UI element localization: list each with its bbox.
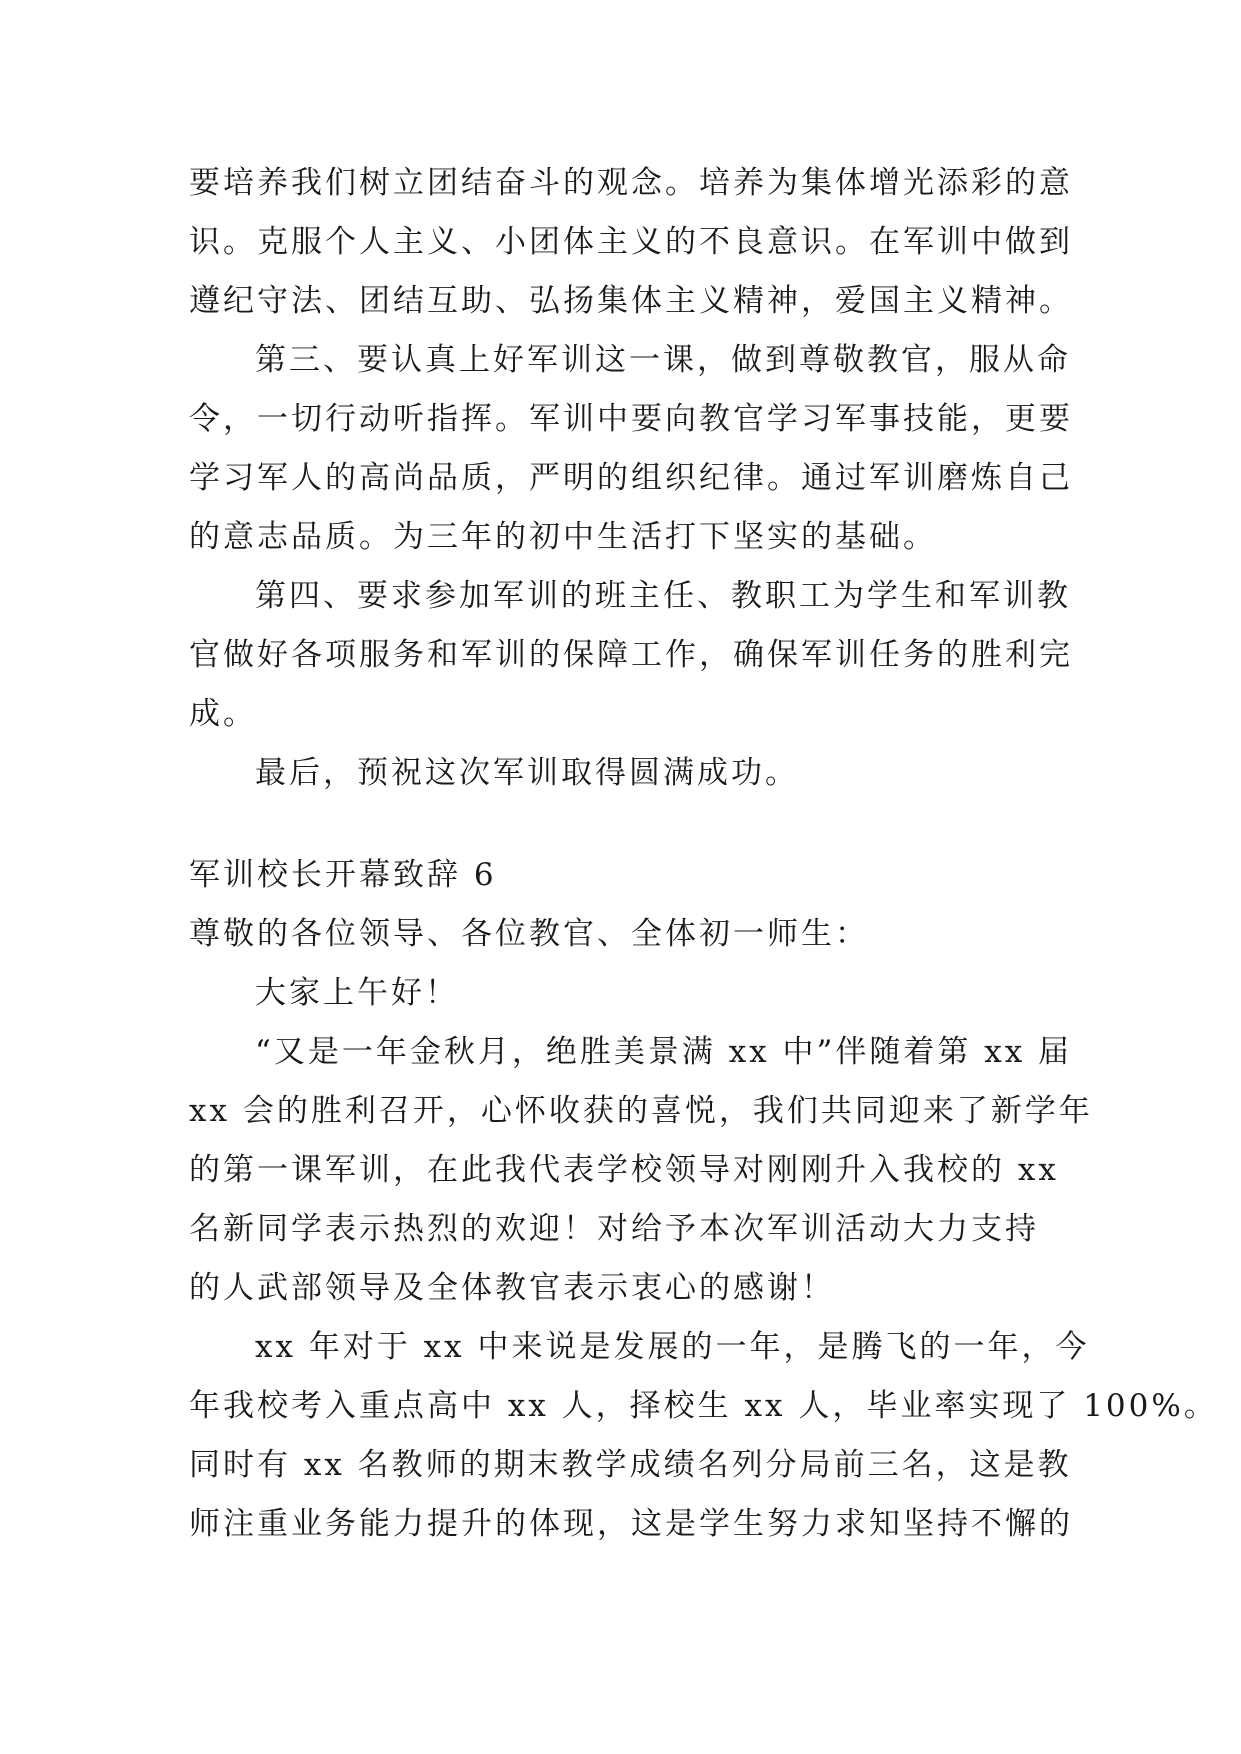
- paragraph-line: 师注重业务能力提升的体现，这是学生努力求知坚持不懈的: [189, 1506, 1073, 1542]
- section-2-body: [189, 846, 1218, 1554]
- paragraph-line: 官做好各项服务和军训的保障工作，确保军训任务的胜利完: [189, 637, 1073, 673]
- paragraph-line: 的人武部领导及全体教官表示衷心的感谢！: [189, 1270, 835, 1306]
- paragraph-line: 名新同学表示热烈的欢迎！对给予本次军训活动大力支持: [189, 1211, 1039, 1247]
- paragraph-line: 最后，预祝这次军训取得圆满成功。: [255, 755, 799, 791]
- paragraph-line: 的第一课军训，在此我代表学校领导对刚刚升入我校的 xx: [189, 1152, 1059, 1188]
- paragraph-line: 令，一切行动听指挥。军训中要向教官学习军事技能，更要: [189, 401, 1073, 437]
- section-1-body: [189, 154, 1073, 803]
- greeting-line: 大家上午好！: [255, 975, 459, 1011]
- paragraph-line: 第四、要求参加军训的班主任、教职工为学生和军训教: [255, 578, 1071, 614]
- paragraph-line: 学习军人的高尚品质，严明的组织纪律。通过军训磨炼自己: [189, 460, 1073, 496]
- paragraph-line: 成。: [189, 696, 257, 732]
- paragraph-line: 要培养我们树立团结奋斗的观念。培养为集体增光添彩的意: [189, 165, 1073, 201]
- section-title: 军训校长开幕致辞 6: [189, 857, 497, 893]
- paragraph-line: 同时有 xx 名教师的期末教学成绩名列分局前三名，这是教: [189, 1447, 1072, 1483]
- paragraph-line: xx 年对于 xx 中来说是发展的一年，是腾飞的一年，今: [255, 1329, 1090, 1365]
- paragraph-line: 识。克服个人主义、小团体主义的不良意识。在军训中做到: [189, 224, 1073, 260]
- paragraph-line: 第三、要认真上好军训这一课，做到尊敬教官，服从命: [255, 342, 1071, 378]
- salutation-line: 尊敬的各位领导、各位教官、全体初一师生：: [189, 916, 869, 952]
- paragraph-line: 遵纪守法、团结互助、弘扬集体主义精神，爱国主义精神。: [189, 283, 1073, 319]
- paragraph-line: xx 会的胜利召开，心怀收获的喜悦，我们共同迎来了新学年: [189, 1093, 1093, 1129]
- paragraph-line: 的意志品质。为三年的初中生活打下坚实的基础。: [189, 519, 937, 555]
- paragraph-line: “又是一年金秋月，绝胜美景满 xx 中”伴随着第 xx 届: [255, 1034, 1073, 1070]
- paragraph-line: 年我校考入重点高中 xx 人，择校生 xx 人，毕业率实现了 100%。: [189, 1388, 1218, 1424]
